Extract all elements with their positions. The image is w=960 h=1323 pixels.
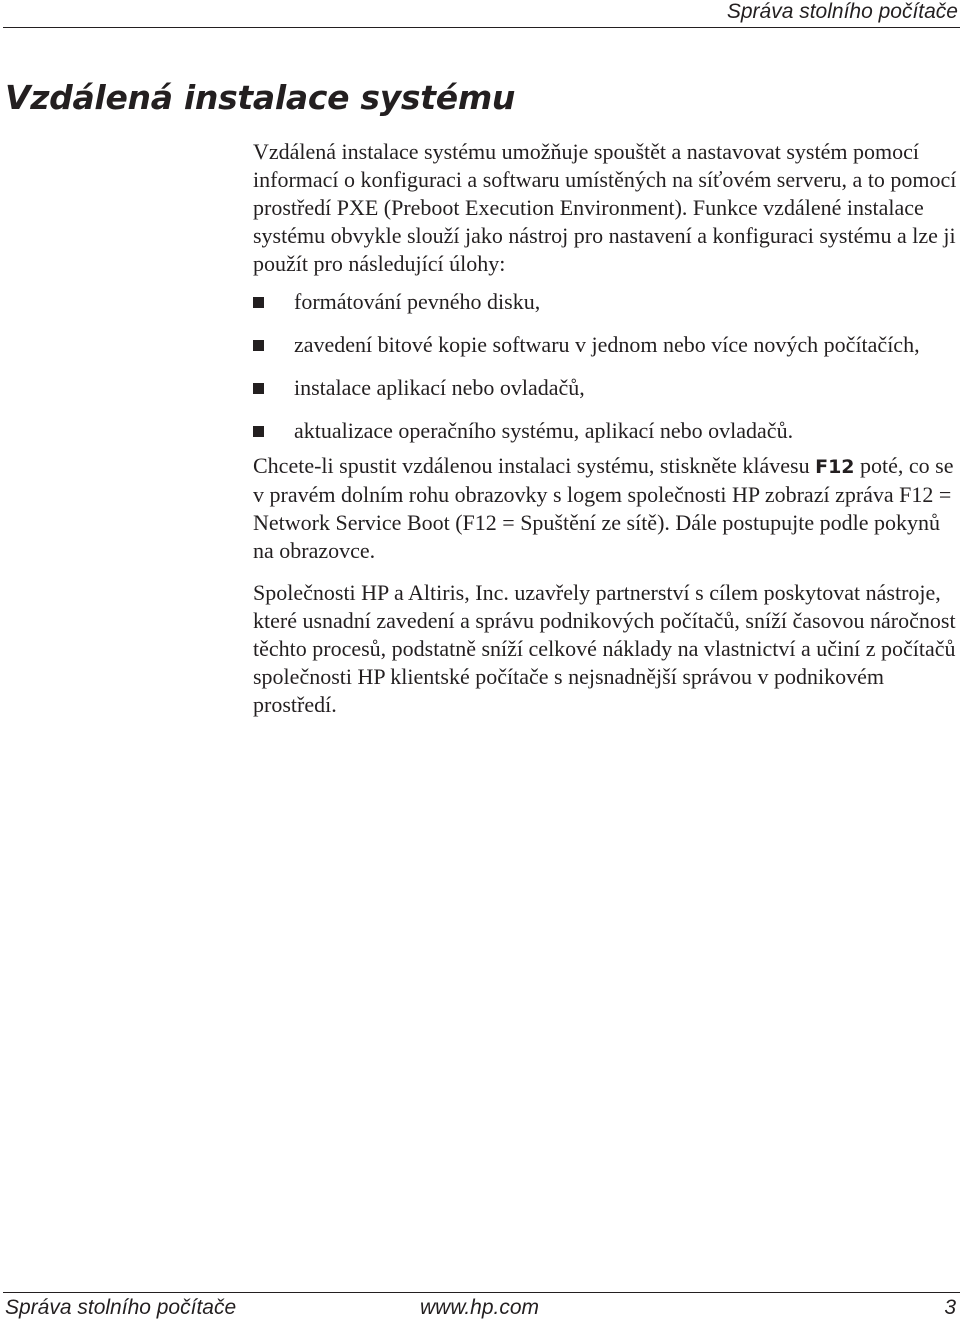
main-content [253,138,958,719]
list-item-text: formátování pevného disku, [294,289,541,314]
square-bullet-icon [253,297,264,308]
key-label-f12: F12 [815,456,855,478]
intro-paragraph: Vzdálená instalace systému umožňuje spouštět a nastavovat systém pomocí informací o konfiguraci a softwaru umístěných na síťovém serveru, a to pomocí prostředí PXE (Preboot Execution Environment). Funkce vzdálené instalace systému obvykle slouží jako nástroj pro nastavení a konfiguraci systému a lze ji použít pro následující úlohy: [253,139,957,276]
partnership-paragraph: Společnosti HP a Altiris, Inc. uzavřely partnerství s cílem poskytovat nástroje, které usnadní zavedení a správu podnikových počítačů, sníží časovou náročnost těchto procesů, podstatně sníží celkové náklady na vlastnictví a učiní z počítačů společnosti HP klientské počítače s nejsnadnější správou v podnikovém prostředí. [253,580,956,717]
list-item [253,374,958,402]
footer-divider [3,1292,960,1293]
square-bullet-icon [253,340,264,351]
instructions-text-end: poté, co se v pravém dolním rohu obrazovky s logem společnosti HP zobrazí zpráva F12 = Network Service Boot (F12 = Spuštění ze sítě). Dále postupujte podle pokynů na obrazovce. [253,453,954,563]
list-item [253,331,958,359]
list-item [253,417,958,445]
list-item-text: instalace aplikací nebo ovladačů, [294,375,585,400]
instructions-paragraph [253,452,958,565]
footer-website: www.hp.com [420,1296,540,1319]
list-item [253,288,958,316]
list-item-text: aktualizace operačního systému, aplikací nebo ovladačů. [294,418,794,443]
instructions-text-start: Chcete-li spustit vzdálenou instalaci systému, stiskněte klávesu [253,453,816,478]
footer-title: Správa stolního počítače [5,1296,237,1319]
running-header: Správa stolního počítače [726,0,958,23]
square-bullet-icon [253,383,264,394]
task-list [253,288,958,445]
page-title: Vzdálená instalace systému [5,78,516,117]
header-divider [3,27,960,28]
list-item-text: zavedení bitové kopie softwaru v jednom nebo více nových počítačích, [294,332,920,357]
square-bullet-icon [253,426,264,437]
page-number: 3 [944,1296,956,1319]
